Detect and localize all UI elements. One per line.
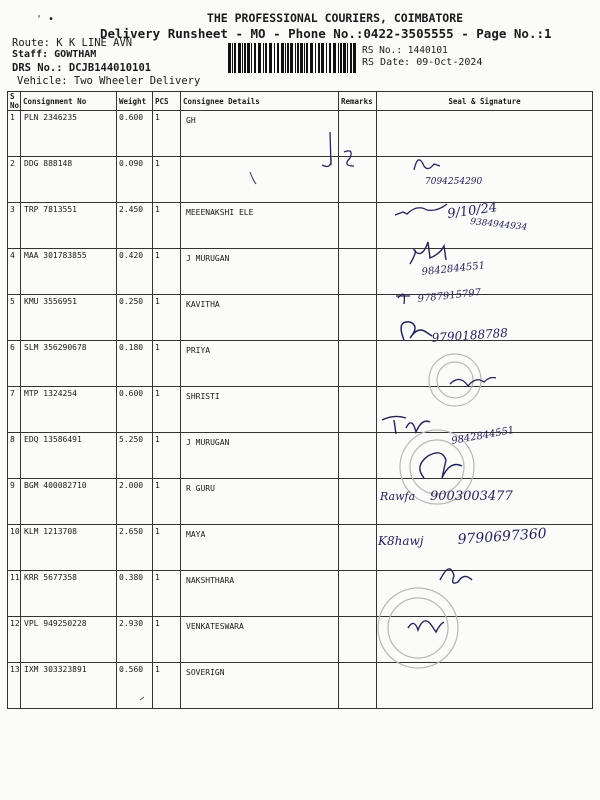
row-pcs: 1: [153, 157, 181, 203]
row-consignee: J MURUGAN: [181, 433, 339, 479]
row-consignment-no: PLN 2346235: [21, 111, 117, 157]
row-pcs: 1: [153, 203, 181, 249]
table-row: [8, 295, 593, 341]
row11-name: K8hawj: [378, 534, 424, 548]
row11-phone: 9790697360: [457, 525, 548, 548]
row-consignee: VENKATESWARA: [181, 617, 339, 663]
row-consignment-no: IXM 303323891: [21, 663, 117, 709]
drs-label: DRS No.:: [12, 62, 63, 74]
row-seal-signature: [377, 617, 593, 663]
row-sno: 10: [8, 525, 21, 571]
table-row: [8, 249, 593, 295]
col-header-consignment: Consignment No: [21, 92, 117, 111]
row-seal-signature: [377, 433, 593, 479]
row-weight: 0.180: [117, 341, 153, 387]
row-consignee: PRIYA: [181, 341, 339, 387]
row-sno: 8: [8, 433, 21, 479]
row-consignee: [181, 157, 339, 203]
table-row: [8, 663, 593, 709]
barcode: [228, 43, 356, 73]
row-sno: 6: [8, 341, 21, 387]
row-weight: 0.250: [117, 295, 153, 341]
row-remarks: [339, 387, 377, 433]
row-sno: 11: [8, 571, 21, 617]
row-seal-signature: [377, 479, 593, 525]
runsheet-subtitle: Delivery Runsheet - MO - Phone No.:0422-3505555 - Page No.:1: [100, 26, 552, 41]
row-consignee: MAYA: [181, 525, 339, 571]
table-row: [8, 341, 593, 387]
row-consignee: KAVITHA: [181, 295, 339, 341]
row-consignment-no: EDQ 13586491: [21, 433, 117, 479]
route-value: K K LINE AVN: [56, 37, 133, 49]
table-row: [8, 387, 593, 433]
row-remarks: [339, 525, 377, 571]
table-row: [8, 203, 593, 249]
row-seal-signature: [377, 571, 593, 617]
row-remarks: [339, 433, 377, 479]
row-pcs: 1: [153, 433, 181, 479]
row-weight: 0.600: [117, 387, 153, 433]
rs-number-value: 1440101: [407, 45, 448, 56]
row-seal-signature: [377, 525, 593, 571]
drs-line: [12, 62, 151, 74]
row-seal-signature: [377, 341, 593, 387]
row-consignee: R GURU: [181, 479, 339, 525]
row-consignment-no: BGM 400082710: [21, 479, 117, 525]
col-header-remarks: Remarks: [339, 92, 377, 111]
row-consignment-no: DDG 888148: [21, 157, 117, 203]
row-remarks: [339, 295, 377, 341]
row-consignee: NAKSHTHARA: [181, 571, 339, 617]
row-weight: 0.600: [117, 111, 153, 157]
company-title: THE PROFESSIONAL COURIERS, COIMBATORE: [206, 11, 464, 25]
row-pcs: 1: [153, 341, 181, 387]
row-weight: 2.000: [117, 479, 153, 525]
rs-number-label: RS No.:: [362, 45, 403, 56]
row-remarks: [339, 203, 377, 249]
route-line: [12, 37, 132, 49]
row-consignment-no: KLM 1213708: [21, 525, 117, 571]
runsheet-table: [7, 91, 593, 709]
row-weight: 0.420: [117, 249, 153, 295]
row-sno: 4: [8, 249, 21, 295]
row-remarks: [339, 341, 377, 387]
row-weight: 2.450: [117, 203, 153, 249]
row-pcs: 1: [153, 571, 181, 617]
col-header-consignee: Consignee Details: [181, 92, 339, 111]
row-pcs: 1: [153, 479, 181, 525]
row-sno: 13: [8, 663, 21, 709]
col-header-pcs: PCS: [153, 92, 181, 111]
row-weight: 0.090: [117, 157, 153, 203]
row-sno: 12: [8, 617, 21, 663]
table-row: [8, 617, 593, 663]
staff-value: GOWTHAM: [54, 49, 97, 60]
row-consignment-no: KMU 3556951: [21, 295, 117, 341]
staff-label: Staff:: [12, 49, 49, 60]
row-consignee: GH: [181, 111, 339, 157]
table-row: [8, 525, 593, 571]
row-sno: 3: [8, 203, 21, 249]
row-consignee: J MURUGAN: [181, 249, 339, 295]
rs-date-value: 09-Oct-2024: [416, 57, 483, 68]
row6-phone: 9790188788: [431, 325, 509, 345]
vehicle-line: Vehicle: Two Wheeler Delivery: [17, 75, 201, 87]
col-header-weight: Weight: [117, 92, 153, 111]
row-sno: 1: [8, 111, 21, 157]
row4-phone: 9842844551: [421, 260, 486, 278]
row-seal-signature: [377, 249, 593, 295]
row-pcs: 1: [153, 295, 181, 341]
row-sno: 2: [8, 157, 21, 203]
row-sno: 5: [8, 295, 21, 341]
row-seal-signature: [377, 295, 593, 341]
row-consignment-no: SLM 356290678: [21, 341, 117, 387]
row-pcs: 1: [153, 387, 181, 433]
row-weight: 5.250: [117, 433, 153, 479]
row-seal-signature: [377, 111, 593, 157]
table-row: [8, 111, 593, 157]
row-weight: 2.930: [117, 617, 153, 663]
row-seal-signature: [377, 203, 593, 249]
row-remarks: [339, 111, 377, 157]
row10-name: Rawfa: [380, 490, 416, 503]
row-weight: 0.560: [117, 663, 153, 709]
row10-phone: 9003003477: [430, 489, 513, 504]
table-row: [8, 479, 593, 525]
table-row: [8, 433, 593, 479]
rs-number: [362, 45, 448, 56]
row-remarks: [339, 479, 377, 525]
table-row: [8, 157, 593, 203]
row-consignment-no: MTP 1324254: [21, 387, 117, 433]
row-consignee: SHRISTI: [181, 387, 339, 433]
row3-date: 9/10/24: [446, 200, 499, 222]
row-weight: 2.650: [117, 525, 153, 571]
scan-marks: ' •: [36, 14, 55, 25]
row-remarks: [339, 157, 377, 203]
row-weight: 0.380: [117, 571, 153, 617]
row-pcs: 1: [153, 525, 181, 571]
row-consignment-no: VPL 949250228: [21, 617, 117, 663]
drs-value: DCJB144010101: [68, 62, 152, 74]
route-label: Route:: [12, 37, 50, 49]
row5-phone: 9787915797: [417, 287, 482, 305]
table-header-row: [8, 92, 593, 111]
row-pcs: 1: [153, 663, 181, 709]
row-pcs: 1: [153, 111, 181, 157]
row8-phone: 9842844551: [450, 425, 516, 447]
row-consignee: SOVERIGN: [181, 663, 339, 709]
rs-date: [362, 57, 482, 68]
row-sno: 7: [8, 387, 21, 433]
rs-date-label: RS Date:: [362, 57, 411, 68]
row-seal-signature: [377, 387, 593, 433]
row-seal-signature: [377, 157, 593, 203]
row-remarks: [339, 663, 377, 709]
row2-note: 7094254290: [425, 177, 483, 187]
staff-line: [12, 49, 96, 60]
row-consignment-no: KRR 5677358: [21, 571, 117, 617]
row-seal-signature: [377, 663, 593, 709]
row-pcs: 1: [153, 617, 181, 663]
col-header-sno: S No: [8, 92, 21, 111]
row-consignment-no: MAA 301783855: [21, 249, 117, 295]
row-sno: 9: [8, 479, 21, 525]
row3-phone: 9384944934: [469, 217, 528, 233]
row-pcs: 1: [153, 249, 181, 295]
row-consignee: MEEENAKSHI ELE: [181, 203, 339, 249]
row-remarks: [339, 617, 377, 663]
row-remarks: [339, 249, 377, 295]
table-row: [8, 571, 593, 617]
col-header-seal: Seal & Signature: [377, 92, 593, 111]
row-remarks: [339, 571, 377, 617]
row-consignment-no: TRP 7813551: [21, 203, 117, 249]
